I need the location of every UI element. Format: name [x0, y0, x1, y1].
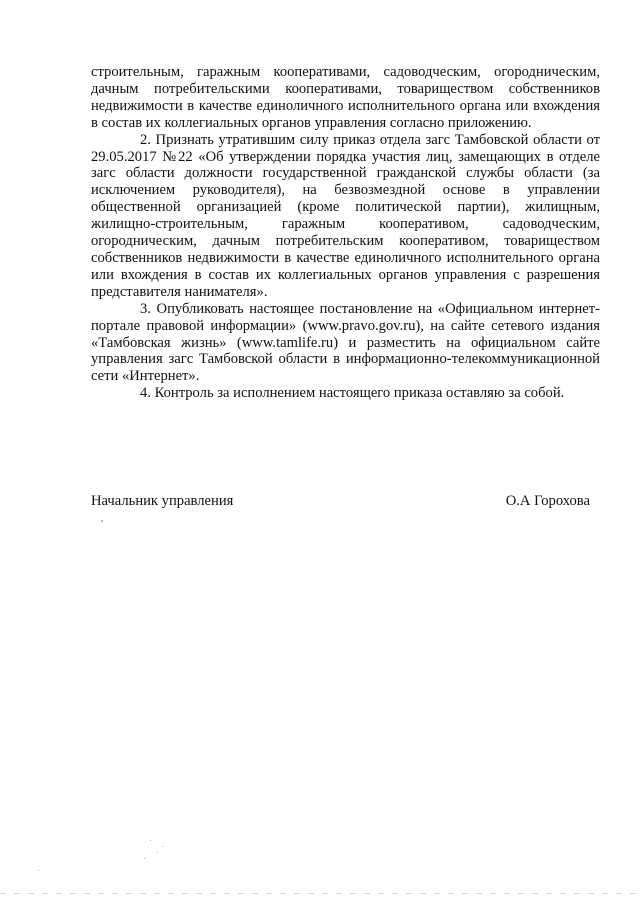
scan-speck [144, 858, 145, 859]
continuation-paragraph: строительным, гаражным кооперативами, садоводческим, огородническим, дачным потребительскими кооперативами, товариществом собственников недвижимости в качестве единоличного исполнительного органа или вхождения в состав их коллегиальных органов управления согласно приложению. [91, 64, 600, 131]
scan-speck [101, 520, 103, 522]
document-body [91, 64, 600, 402]
scan-edge-artifact [0, 893, 640, 894]
scan-speck [38, 870, 39, 871]
scan-speck [157, 852, 158, 853]
signatory-name: О.А Горохова [505, 493, 590, 509]
paragraph-2: 2. Признать утратившим силу приказ отдела загс Тамбовской области от 29.05.2017 №22 «Об утверждении порядка участия лиц, замещающих в отделе загс области должности государственной гражданской службы области (за исключением руководителя), на безвозмездной основе в управлении общественной организацией (кроме политической партии), жилищным, жилищно-строительным, гаражным кооперативом, садоводческим, огородническим, дачным потребительским кооперативом, товариществом собственников недвижимости в качестве единоличного исполнительного органа или вхождения в состав их коллегиальных органов управления с разрешения представителя нанимателя». [91, 131, 600, 300]
scan-speck [150, 840, 151, 841]
paragraph-3: 3. Опубликовать настоящее постановление на «Официальном интернет-портале правовой информации» (www.pravo.gov.ru), на сайте сетевого издания «Тамбовская жизнь» (www.tamlife.ru) и разместить на официальном сайте управления загс Тамбовской области в информационно-телекоммуникационной сети «Интернет». [91, 300, 600, 385]
signatory-position: Начальник управления [91, 493, 234, 509]
signature-block [91, 493, 590, 510]
paragraph-4: 4. Контроль за исполнением настоящего приказа оставляю за собой. [140, 385, 565, 402]
scan-speck [162, 846, 163, 847]
